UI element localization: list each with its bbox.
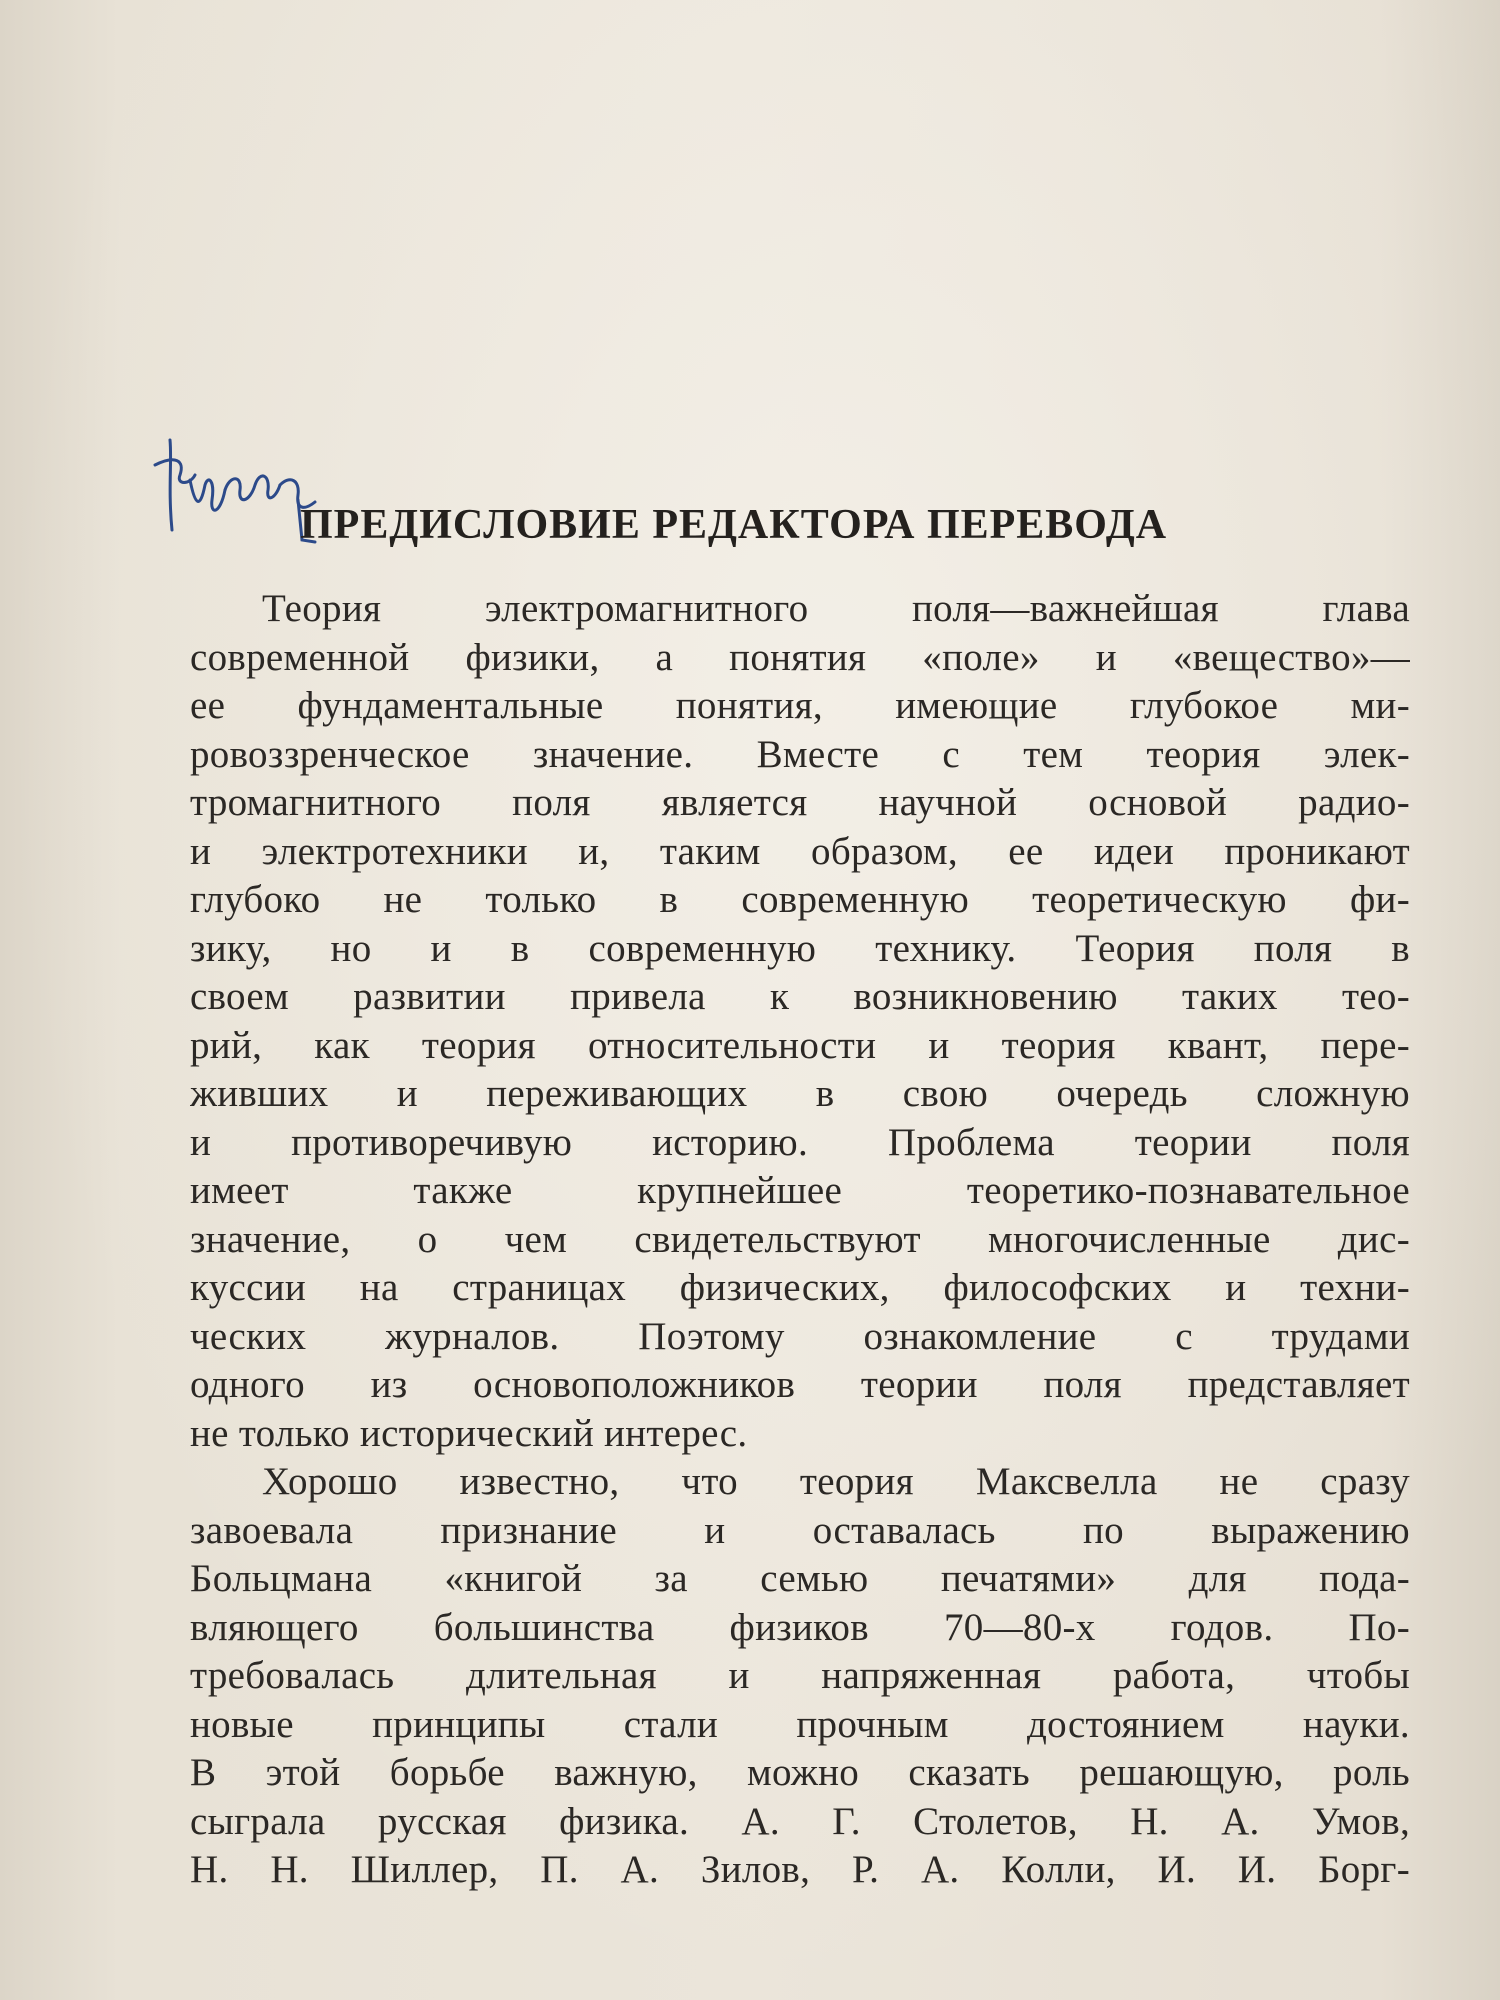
- text-line: Больцмана «книгой за семью печатями» для пода-: [190, 1557, 1410, 1600]
- text-line: Теория электромагнитного поля—важнейшая глава: [262, 587, 1410, 630]
- page-heading: ПРЕДИСЛОВИЕ РЕДАКТОРА ПЕРЕВОДА: [300, 502, 1168, 548]
- text-line: В этой борьбе важную, можно сказать решающую, роль: [190, 1751, 1410, 1794]
- text-line: и противоречивую историю. Проблема теории поля: [190, 1120, 1410, 1164]
- text-line: и электротехники и, таким образом, ее идеи проникают: [190, 829, 1410, 873]
- text-line: требовалась длительная и напряженная работа, чтобы: [190, 1654, 1410, 1697]
- text-line: тромагнитного поля является научной основой радио-: [190, 781, 1410, 824]
- text-line: ческих журналов. Поэтому ознакомление с трудами: [190, 1314, 1410, 1358]
- text-line: новые принципы стали прочным достоянием науки.: [190, 1702, 1410, 1746]
- text-line: не только исторический интерес.: [190, 1411, 748, 1455]
- text-line: Хорошо известно, что теория Максвелла не сразу: [262, 1460, 1410, 1503]
- text-line: завоевала признание и оставалась по выражению: [190, 1508, 1410, 1552]
- text-line: современной физики, а понятия «поле» и «вещество»—: [190, 635, 1410, 679]
- text-line: вляющего большинства физиков 70—80-х годов. По-: [190, 1605, 1410, 1649]
- text-line: Н. Н. Шиллер, П. А. Зилов, Р. А. Колли, И. И. Борг-: [190, 1848, 1410, 1891]
- handwritten-signature: [150, 430, 320, 550]
- text-line: ровоззренческое значение. Вместе с тем теория элек-: [190, 732, 1410, 776]
- paragraph-1: [190, 585, 1410, 1458]
- text-line: куссии на страницах физических, философских и техни-: [190, 1266, 1410, 1309]
- text-line: значение, о чем свидетельствуют многочисленные дис-: [190, 1217, 1410, 1261]
- text-line: своем развитии привела к возникновению таких тео-: [190, 975, 1410, 1018]
- text-line: зику, но и в современную технику. Теория поля в: [190, 926, 1410, 970]
- text-line: одного из основоположников теории поля представляет: [190, 1363, 1410, 1406]
- text-line: сыграла русская физика. А. Г. Столетов, Н. А. Умов,: [190, 1799, 1410, 1843]
- text-line: ее фундаментальные понятия, имеющие глубокое ми-: [190, 684, 1410, 727]
- body-text: [190, 585, 1410, 1895]
- text-line: имеет также крупнейшее теоретико-познавательное: [190, 1169, 1410, 1212]
- text-line: глубоко не только в современную теоретическую фи-: [190, 878, 1410, 921]
- text-line: живших и переживающих в свою очередь сложную: [190, 1072, 1410, 1115]
- text-line: рий, как теория относительности и теория квант, пере-: [190, 1023, 1410, 1067]
- paragraph-2: [190, 1458, 1410, 1895]
